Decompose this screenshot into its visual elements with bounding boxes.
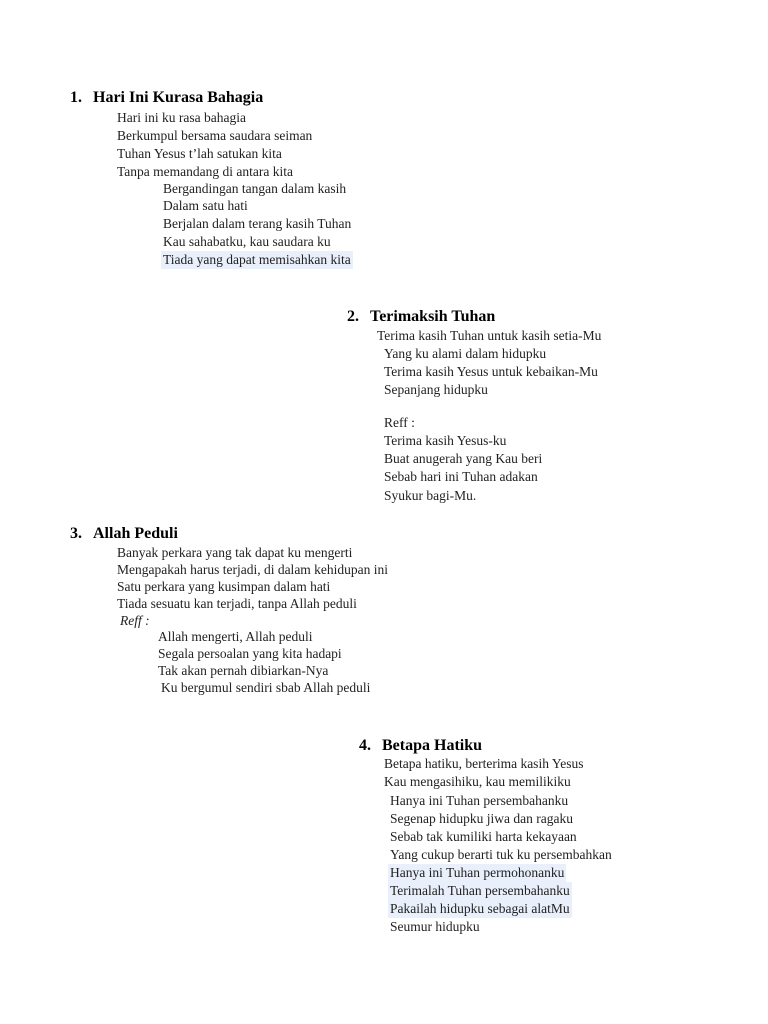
song-2-number: 2. [347, 308, 359, 325]
song-4-verse-line: Hanya ini Tuhan persembahanku [390, 793, 569, 808]
song-3-chorus-line: Allah mengerti, Allah peduli [158, 629, 313, 644]
song-2-chorus-line: Terima kasih Yesus-ku [384, 433, 507, 448]
song-4-title [359, 736, 482, 756]
song-1-title [70, 88, 263, 108]
song-3-verse-line: Tiada sesuatu kan terjadi, tanpa Allah peduli [117, 596, 357, 611]
song-2-verse-line: Yang ku alami dalam hidupku [384, 346, 547, 361]
song-4-verse-line-highlighted: Pakailah hidupku sebagai alatMu [390, 901, 570, 916]
song-1-chorus-line: Bergandingan tangan dalam kasih [163, 181, 347, 196]
song-3-title [70, 524, 178, 544]
song-1-verse-line: Hari ini ku rasa bahagia [117, 110, 246, 125]
song-3-verse-line: Banyak perkara yang tak dapat ku mengerti [117, 545, 353, 560]
song-4-verse-line-highlighted: Terimalah Tuhan persembahanku [390, 883, 570, 898]
song-3-verse-line: Satu perkara yang kusimpan dalam hati [117, 579, 331, 594]
song-3-chorus-line: Segala persoalan yang kita hadapi [158, 646, 342, 661]
song-3-chorus-line: Ku bergumul sendiri sbab Allah peduli [161, 680, 371, 695]
song-4-verse-line-highlighted: Hanya ini Tuhan permohonanku [390, 865, 565, 880]
song-3-number: 3. [70, 525, 82, 542]
song-4-verse-line: Yang cukup berarti tuk ku persembahkan [390, 847, 612, 862]
song-1-verse-line: Tuhan Yesus t’lah satukan kita [117, 146, 282, 161]
song-1-chorus-line: Kau sahabatku, kau saudara ku [163, 234, 331, 249]
song-4-verse-line: Segenap hidupku jiwa dan ragaku [390, 811, 573, 826]
song-2-title-text: Terimaksih Tuhan [370, 308, 496, 325]
song-2-chorus-line: Syukur bagi-Mu. [384, 488, 477, 503]
song-2-chorus-line: Sebab hari ini Tuhan adakan [384, 469, 538, 484]
song-2-verse-line: Sepanjang hidupku [384, 382, 488, 397]
song-3-title-text: Allah Peduli [93, 525, 178, 542]
song-1-chorus-line: Dalam satu hati [163, 198, 248, 213]
song-1-number: 1. [70, 89, 82, 106]
song-4-verse-line: Kau mengasihiku, kau memilikiku [384, 774, 571, 789]
song-2-title [347, 307, 495, 327]
song-4-verse-line: Seumur hidupku [390, 919, 480, 934]
song-2-reff-label: Reff : [384, 415, 415, 430]
song-1-chorus-line-highlighted: Tiada yang dapat memisahkan kita [163, 252, 351, 267]
song-1-title-text: Hari Ini Kurasa Bahagia [93, 89, 264, 106]
song-4-verse-line: Sebab tak kumiliki harta kekayaan [390, 829, 577, 844]
song-1-verse-line: Tanpa memandang di antara kita [117, 164, 293, 179]
song-3-chorus-line: Tak akan pernah dibiarkan-Nya [158, 663, 329, 678]
song-2-chorus-line: Buat anugerah yang Kau beri [384, 451, 543, 466]
song-1-verse-line: Berkumpul bersama saudara seiman [117, 128, 313, 143]
song-4-verse-line: Betapa hatiku, berterima kasih Yesus [384, 756, 584, 771]
song-3-verse-line: Mengapakah harus terjadi, di dalam kehidupan ini [117, 562, 389, 577]
song-4-number: 4. [359, 737, 371, 754]
song-2-verse-line: Terima kasih Yesus untuk kebaikan-Mu [384, 364, 598, 379]
song-4-title-text: Betapa Hatiku [382, 737, 483, 754]
song-1-chorus-line: Berjalan dalam terang kasih Tuhan [163, 216, 352, 231]
song-3-reff-label: Reff : [120, 613, 150, 628]
song-2-verse-line: Terima kasih Tuhan untuk kasih setia-Mu [377, 328, 602, 343]
